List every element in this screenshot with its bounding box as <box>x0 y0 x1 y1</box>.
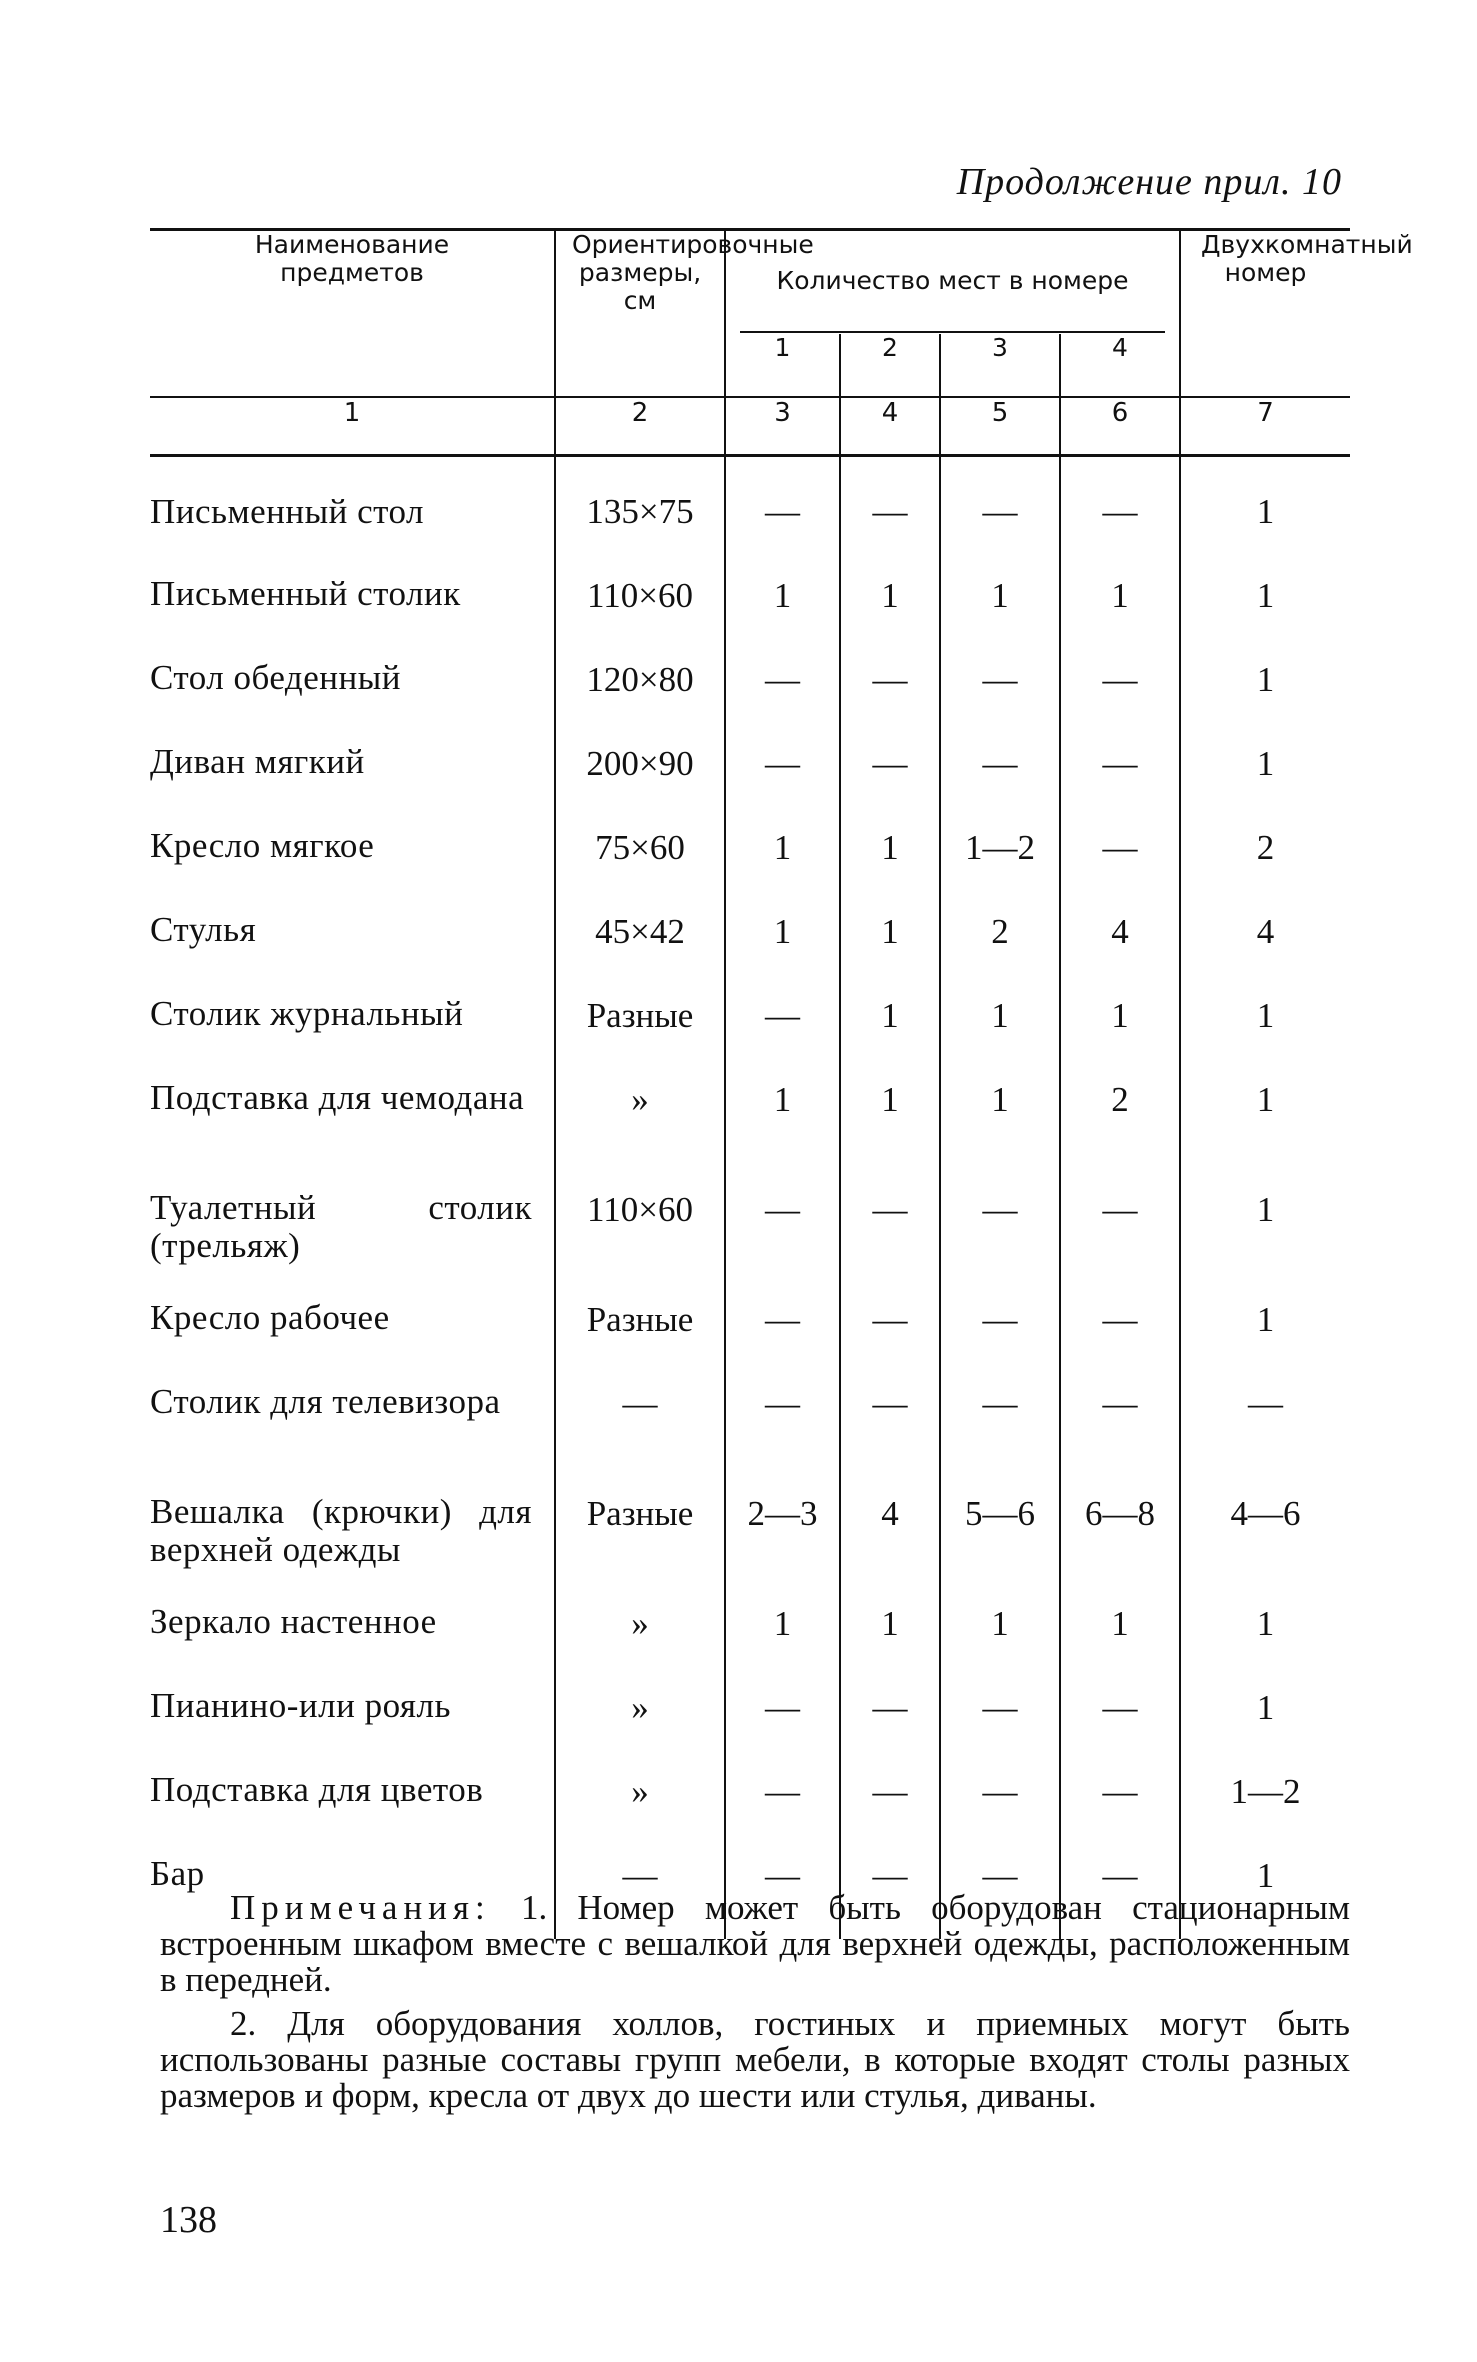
row-qty-1: — <box>725 995 840 1079</box>
row-qty-1: 1 <box>725 1079 840 1189</box>
page-header: Продолжение прил. 10 <box>956 161 1342 203</box>
row-qty-3: — <box>940 1189 1060 1299</box>
row-two-room: 1 <box>1256 996 1275 1035</box>
header-qty-2: 2 <box>840 334 940 397</box>
row-qty-4: — <box>1060 743 1180 827</box>
row-qty-4: — <box>1060 456 1180 576</box>
row-qty-2: 1 <box>840 1603 940 1687</box>
row-size: » <box>555 1771 725 1855</box>
table-row <box>150 827 1350 911</box>
header-qty-4: 4 <box>1060 334 1180 397</box>
row-qty-3: — <box>940 1855 1060 1939</box>
row-qty-3: 1 <box>940 995 1060 1079</box>
table-row <box>150 1189 1350 1299</box>
row-qty-3: — <box>940 1299 1060 1383</box>
row-two-room: 1 <box>1256 1080 1275 1119</box>
row-two-room: 4 <box>1256 912 1275 951</box>
furniture-table-wrapper <box>150 228 1413 1939</box>
header-two-room: Двухкомнатный номер <box>1180 230 1350 398</box>
row-qty-2: — <box>840 1189 940 1299</box>
row-size: 120×80 <box>555 659 725 743</box>
row-size: Разные <box>555 1299 725 1383</box>
row-size: » <box>555 1687 725 1771</box>
row-qty-1: 2—3 <box>725 1493 840 1603</box>
row-qty-3: 1 <box>940 1603 1060 1687</box>
row-qty-4: — <box>1060 1687 1180 1771</box>
row-qty-3: 2 <box>940 911 1060 995</box>
row-qty-2: — <box>840 1299 940 1383</box>
row-name: Подставка для чемодана <box>150 1079 555 1189</box>
table-row <box>150 1771 1350 1855</box>
row-name: Диван мягкий <box>150 743 555 827</box>
row-qty-4: 1 <box>1060 575 1180 659</box>
table-body <box>150 456 1350 1940</box>
row-size: Разные <box>555 1493 725 1603</box>
row-qty-4: — <box>1060 659 1180 743</box>
row-qty-4: 6—8 <box>1060 1493 1180 1603</box>
row-qty-2: 4 <box>840 1493 940 1603</box>
furniture-table <box>150 228 1413 1939</box>
row-qty-4: — <box>1060 827 1180 911</box>
note-1 <box>160 1890 1350 1998</box>
row-two-room: 1 <box>1256 1604 1275 1643</box>
row-two-room: 4—6 <box>1230 1494 1301 1533</box>
row-two-room: 1 <box>1256 492 1275 531</box>
page-number: 138 <box>160 2199 217 2241</box>
row-qty-2: 1 <box>840 575 940 659</box>
row-name: Кресло рабочее <box>150 1299 555 1383</box>
row-qty-3: — <box>940 1687 1060 1771</box>
row-size: — <box>555 1855 725 1939</box>
row-qty-4: — <box>1060 1383 1180 1493</box>
row-qty-2: 1 <box>840 827 940 911</box>
column-number: 7 <box>1180 397 1350 456</box>
table-row <box>150 1299 1350 1383</box>
row-qty-3: 1—2 <box>940 827 1060 911</box>
header-name: Наименование предметов <box>150 230 555 398</box>
row-two-room: 1 <box>1256 576 1275 615</box>
row-name: Пианино-или рояль <box>150 1687 555 1771</box>
column-number: 1 <box>150 397 555 456</box>
column-number: 6 <box>1060 397 1180 456</box>
table-row <box>150 575 1350 659</box>
row-name: Письменный стол <box>150 456 555 576</box>
notes <box>160 1890 1350 2122</box>
row-two-room: — <box>1248 1384 1284 1423</box>
row-qty-1: — <box>725 659 840 743</box>
row-qty-1: — <box>725 1299 840 1383</box>
row-qty-2: — <box>840 1855 940 1939</box>
row-qty-4: 1 <box>1060 995 1180 1079</box>
row-qty-3: — <box>940 1383 1060 1493</box>
row-qty-4: 1 <box>1060 1603 1180 1687</box>
row-qty-2: — <box>840 743 940 827</box>
row-qty-1: 1 <box>725 1603 840 1687</box>
row-size: 135×75 <box>555 456 725 576</box>
column-number: 5 <box>940 397 1060 456</box>
row-qty-1: 1 <box>725 575 840 659</box>
row-qty-4: — <box>1060 1855 1180 1939</box>
row-size: 75×60 <box>555 827 725 911</box>
row-qty-4: — <box>1060 1189 1180 1299</box>
row-qty-1: — <box>725 743 840 827</box>
row-qty-1: 1 <box>725 827 840 911</box>
column-number: 4 <box>840 397 940 456</box>
notes-label: Примечания: <box>230 1888 491 1927</box>
row-qty-2: 1 <box>840 1079 940 1189</box>
table-row <box>150 1079 1350 1189</box>
row-qty-4: — <box>1060 1299 1180 1383</box>
row-name: Стол обеденный <box>150 659 555 743</box>
row-name: Стулья <box>150 911 555 995</box>
row-two-room: 1 <box>1256 660 1275 699</box>
note-2: 2. Для оборудования холлов, гостиных и приемных могут быть использованы разные составы групп мебели, в которые входят столы разных размеров и форм, кресла от двух до шести или стулья, диваны. <box>160 2004 1350 2115</box>
row-qty-1: — <box>725 456 840 576</box>
row-qty-1: — <box>725 1855 840 1939</box>
row-two-room: 1 <box>1256 1190 1275 1229</box>
row-two-room: 1 <box>1256 1856 1275 1895</box>
table-row <box>150 743 1350 827</box>
note-1-text: 1. Номер может быть оборудован стационарным встроенным шкафом вместе с вешалкой для верхней одежды, расположенным в передней. <box>160 1888 1350 1999</box>
row-name: Туалетный столик (трельяж) <box>150 1189 555 1299</box>
table-row <box>150 456 1350 576</box>
row-two-room: 1 <box>1256 1688 1275 1727</box>
row-two-room: 2 <box>1256 828 1275 867</box>
row-qty-3: — <box>940 743 1060 827</box>
table-row <box>150 995 1350 1079</box>
row-size: » <box>555 1079 725 1189</box>
header-qty-1: 1 <box>725 334 840 397</box>
row-name: Столик журнальный <box>150 995 555 1079</box>
row-qty-2: 1 <box>840 995 940 1079</box>
row-size: » <box>555 1603 725 1687</box>
column-number: 2 <box>555 397 725 456</box>
column-number: 3 <box>725 397 840 456</box>
row-name: Кресло мягкое <box>150 827 555 911</box>
row-qty-1: — <box>725 1771 840 1855</box>
row-qty-2: — <box>840 1383 940 1493</box>
table-row <box>150 1603 1350 1687</box>
row-qty-2: 1 <box>840 911 940 995</box>
row-size: Разные <box>555 995 725 1079</box>
row-name: Подставка для цветов <box>150 1771 555 1855</box>
row-two-room: 1—2 <box>1230 1772 1301 1811</box>
header-qty-3: 3 <box>940 334 1060 397</box>
row-qty-3: 1 <box>940 575 1060 659</box>
row-qty-1: — <box>725 1189 840 1299</box>
table-row <box>150 911 1350 995</box>
header-quantity-label: Количество мест в номере <box>740 231 1165 333</box>
table-row <box>150 1493 1350 1603</box>
table-row <box>150 1383 1350 1493</box>
row-qty-2: — <box>840 1771 940 1855</box>
header-size: Ориентировочные размеры, см <box>555 230 725 398</box>
row-qty-1: — <box>725 1383 840 1493</box>
row-size: 110×60 <box>555 575 725 659</box>
table-row <box>150 659 1350 743</box>
row-two-room: 1 <box>1256 744 1275 783</box>
row-name: Бар <box>150 1855 555 1939</box>
row-size: 200×90 <box>555 743 725 827</box>
table-row <box>150 1687 1350 1771</box>
row-qty-1: — <box>725 1687 840 1771</box>
row-qty-3: — <box>940 1771 1060 1855</box>
row-qty-2: — <box>840 659 940 743</box>
row-name: Вешалка (крючки) для верхней одежды <box>150 1493 555 1603</box>
row-qty-3: — <box>940 659 1060 743</box>
row-size: — <box>555 1383 725 1493</box>
row-qty-3: 1 <box>940 1079 1060 1189</box>
row-qty-1: 1 <box>725 911 840 995</box>
row-name: Письменный столик <box>150 575 555 659</box>
row-qty-4: 4 <box>1060 911 1180 995</box>
row-size: 45×42 <box>555 911 725 995</box>
row-qty-3: — <box>940 456 1060 576</box>
row-qty-2: — <box>840 456 940 576</box>
row-qty-4: — <box>1060 1771 1180 1855</box>
row-two-room: 1 <box>1256 1300 1275 1339</box>
row-qty-4: 2 <box>1060 1079 1180 1189</box>
row-qty-3: 5—6 <box>940 1493 1060 1603</box>
row-name: Столик для телевизора <box>150 1383 555 1493</box>
row-name: Зеркало настенное <box>150 1603 555 1687</box>
row-size: 110×60 <box>555 1189 725 1299</box>
row-qty-2: — <box>840 1687 940 1771</box>
